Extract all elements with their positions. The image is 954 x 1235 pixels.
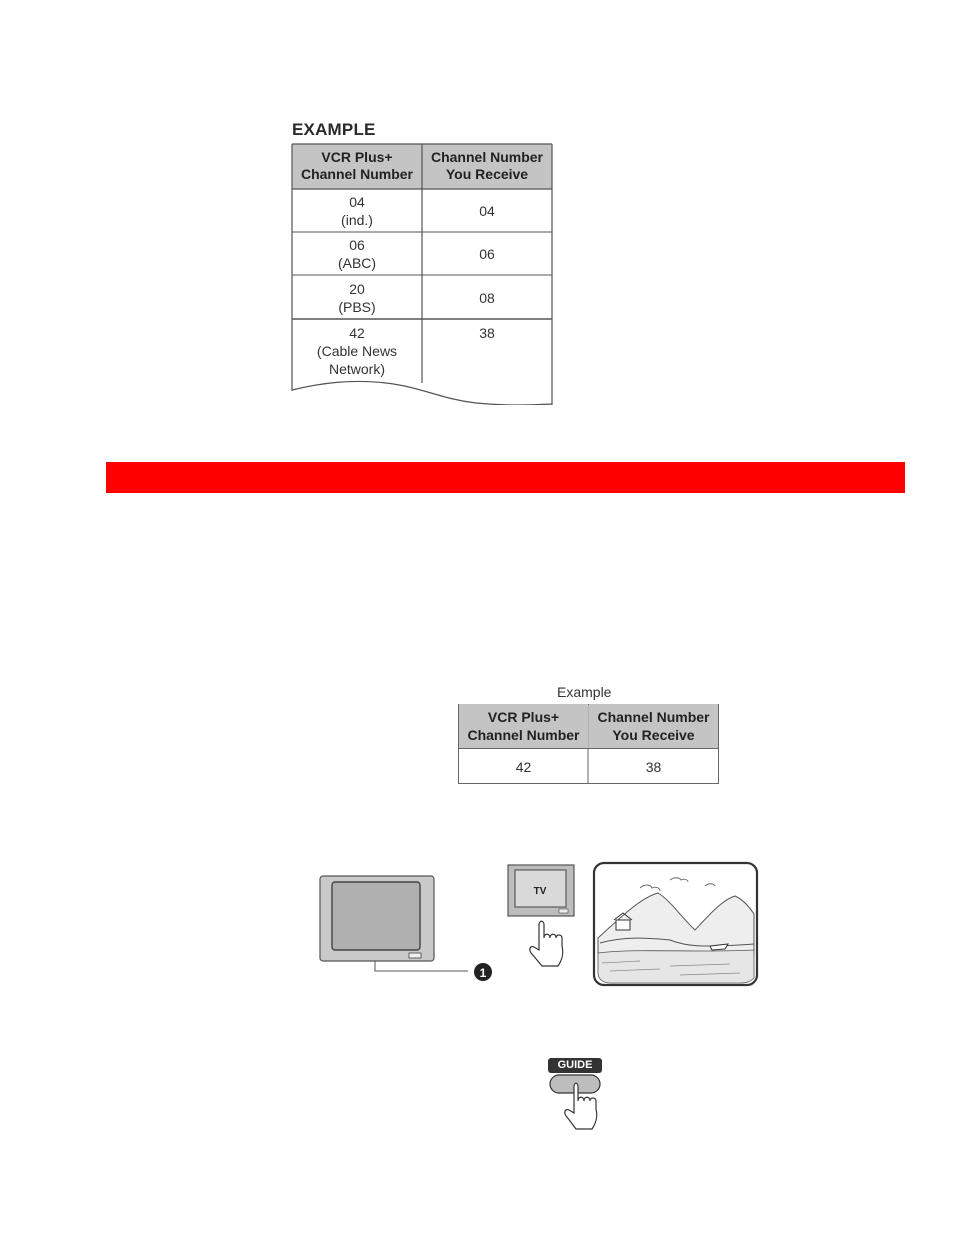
landscape-screen-image <box>594 863 757 985</box>
receive-number: 04 <box>479 203 495 219</box>
guide-button-art <box>540 1055 615 1135</box>
guide-button-label: GUIDE <box>548 1058 602 1073</box>
header-channel-you-receive: Channel Number You Receive <box>589 704 718 748</box>
vcr-plus-number: 20 <box>349 280 365 297</box>
receive-number: 08 <box>479 289 495 306</box>
pressing-hand-icon <box>530 921 563 966</box>
network-name: (Cable News Network) <box>316 343 398 377</box>
receive-number: 06 <box>479 246 495 262</box>
vcr-plus-number: 06 <box>349 237 365 253</box>
television-icon <box>320 876 468 971</box>
callout-number-icon <box>474 963 492 981</box>
guide-button-illustration <box>540 1055 615 1135</box>
vcr-plus-number: 42 <box>515 758 532 775</box>
tv-button-label: TV <box>533 886 547 897</box>
example-small-title: Example <box>557 684 612 700</box>
table-row-2-vcr-cell <box>292 233 422 275</box>
header-channel-you-receive: Channel Number You Receive <box>430 149 543 182</box>
tv-button-icon <box>508 865 574 916</box>
example-channel-table <box>291 143 553 405</box>
header-vcr-plus-channel: VCR Plus+ Channel Number <box>300 149 413 182</box>
header-vcr-plus-channel: VCR Plus+ Channel Number <box>459 704 588 748</box>
vcr-plus-number: 42 <box>349 325 365 341</box>
tv-setup-illustration <box>310 858 760 993</box>
illustration-art <box>310 858 760 993</box>
vcr-plus-number: 04 <box>349 194 365 210</box>
network-name: (ind.) <box>341 212 373 228</box>
network-name: (ABC) <box>337 255 377 271</box>
example-small-table <box>458 704 719 784</box>
example-table-title: EXAMPLE <box>292 120 376 139</box>
receive-number: 38 <box>479 325 495 341</box>
table-row-1-vcr-cell <box>292 190 422 232</box>
network-name: (PBS) <box>338 298 376 315</box>
table-row-4-vcr-cell <box>301 324 413 382</box>
callout-number: 1 <box>479 966 487 980</box>
receive-number: 38 <box>645 758 662 775</box>
table-row-3-vcr-cell <box>292 276 422 319</box>
red-divider-bar <box>106 462 905 493</box>
